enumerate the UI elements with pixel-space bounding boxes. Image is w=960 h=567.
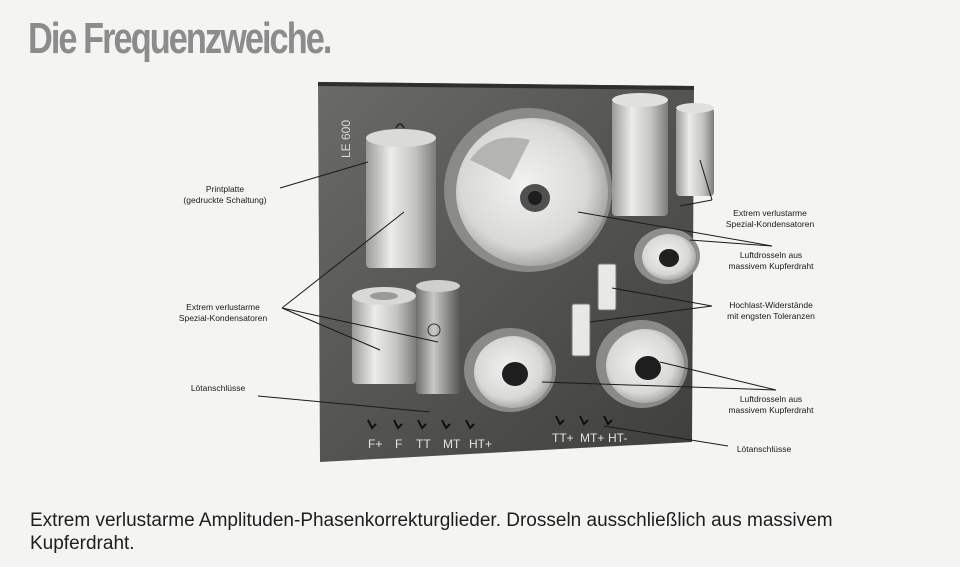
label-line: (gedruckte Schaltung) bbox=[183, 194, 267, 205]
label-line: Lötanschlüsse bbox=[190, 383, 246, 393]
label-line: Spezial-Kondensatoren bbox=[725, 218, 815, 229]
label-line: massivem Kupferdraht bbox=[728, 260, 814, 271]
small-air-coil-bottom-right bbox=[596, 320, 688, 408]
label-luftdrosseln-bottom bbox=[716, 394, 826, 415]
label-printplatte bbox=[170, 184, 280, 205]
board-model-label: LE 600 bbox=[339, 119, 353, 158]
label-line: Luftdrosseln aus bbox=[739, 250, 803, 260]
terminal-label: TT bbox=[416, 437, 431, 451]
label-kondensatoren-left bbox=[164, 302, 282, 323]
label-loetanschluesse-right bbox=[724, 444, 804, 455]
label-kondensatoren-right bbox=[712, 208, 828, 229]
terminal-label: HT+ bbox=[469, 437, 493, 451]
label-line: Extrem verlustarme bbox=[186, 302, 260, 312]
terminal-label: TT+ bbox=[552, 431, 574, 445]
photo-caption: Extrem verlustarme Amplituden-Phasenkorrekturglieder. Drosseln ausschließlich aus massivem Kupferdraht. bbox=[30, 510, 833, 554]
label-line: mit engsten Toleranzen bbox=[727, 310, 815, 321]
label-loetanschluesse-left bbox=[178, 383, 258, 394]
page-title: Die Frequenzweiche. bbox=[28, 14, 331, 63]
small-air-coil-bottom-left bbox=[464, 328, 556, 412]
label-line: massivem Kupferdraht bbox=[728, 404, 814, 415]
label-line: Luftdrosseln aus bbox=[739, 394, 803, 404]
terminal-label: F+ bbox=[368, 437, 383, 451]
label-line: Hochlast-Widerstände bbox=[729, 300, 813, 310]
terminal-label: F bbox=[395, 437, 403, 451]
label-luftdrosseln-top bbox=[716, 250, 826, 271]
label-line: Spezial-Kondensatoren bbox=[178, 312, 268, 323]
label-widerstaende bbox=[712, 300, 830, 321]
large-air-coil bbox=[444, 108, 612, 272]
terminal-label: HT- bbox=[608, 431, 628, 445]
label-line: Printplatte bbox=[205, 184, 245, 194]
small-air-coil-right bbox=[634, 228, 700, 284]
label-line: Lötanschlüsse bbox=[736, 444, 792, 454]
capacitor-top-right bbox=[612, 93, 714, 216]
capacitor-bottom-left bbox=[352, 280, 460, 394]
terminal-label: MT+ bbox=[580, 431, 605, 445]
label-line: Extrem verlustarme bbox=[733, 208, 807, 218]
capacitor-top-left bbox=[366, 124, 436, 268]
terminal-label: MT bbox=[443, 437, 461, 451]
